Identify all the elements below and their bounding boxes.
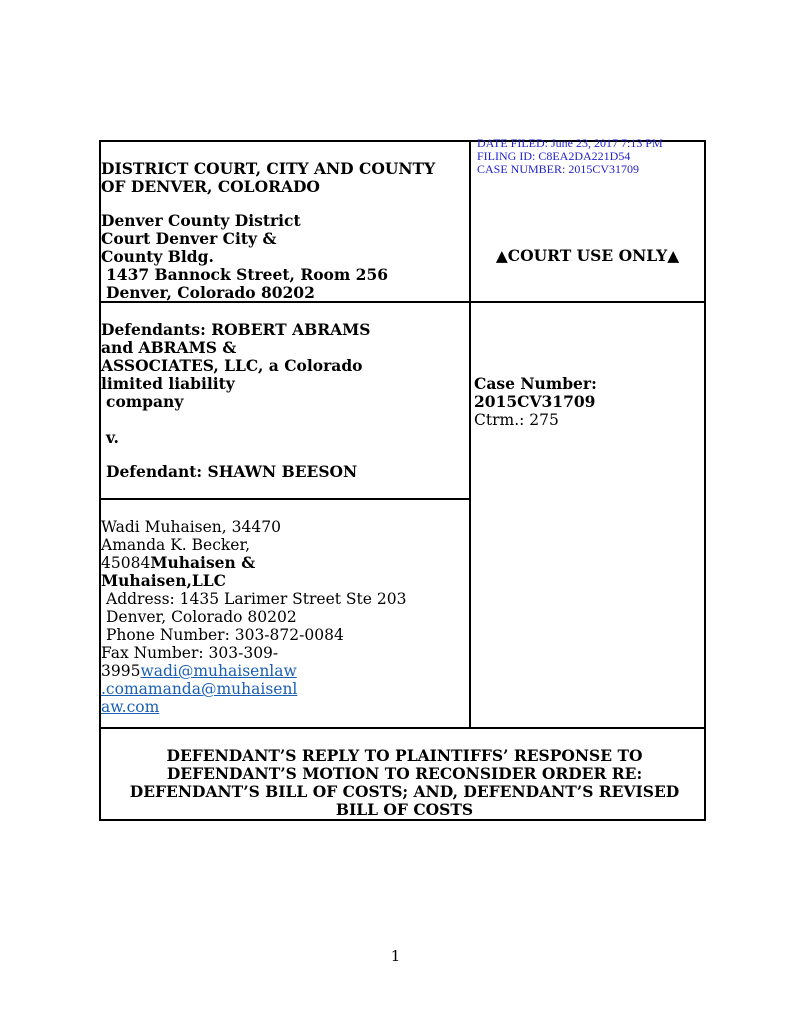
email-link-part2[interactable]: .comamanda@muhaisenl xyxy=(101,680,298,698)
plaintiffs-line4: limited liability xyxy=(101,374,235,393)
row-divider-3 xyxy=(101,727,704,729)
fax-email-line xyxy=(101,662,461,680)
plaintiffs-line2: and ABRAMS & xyxy=(101,338,237,357)
row-divider-2 xyxy=(101,498,469,500)
firm-name-part1: Muhaisen & xyxy=(150,553,256,572)
attorney-fax: Fax Number: 303-309- xyxy=(101,644,279,662)
case-number-label: Case Number: xyxy=(474,374,597,393)
title-line4: BILL OF COSTS xyxy=(335,800,474,819)
court-bldg-line1: Denver County District xyxy=(101,211,301,230)
date-filed: DATE FILED: June 23, 2017 7:13 PM xyxy=(477,136,663,150)
page-number: 1 xyxy=(390,947,401,965)
defendant-line: Defendant: SHAWN BEESON xyxy=(106,462,358,481)
attorney-line3 xyxy=(101,554,461,572)
title-line3: DEFENDANT’S BILL OF COSTS; AND, DEFENDANT’S REVISED xyxy=(129,782,680,801)
court-address-line1: 1437 Bannock Street, Room 256 xyxy=(106,265,389,284)
plaintiffs-line5: company xyxy=(106,392,184,411)
stamp-case-number: CASE NUMBER: 2015CV31709 xyxy=(477,162,640,176)
court-address-line2: Denver, Colorado 80202 xyxy=(106,283,315,302)
plaintiffs-line1: Defendants: ROBERT ABRAMS xyxy=(101,320,371,339)
attorney-phone: Phone Number: 303-872-0084 xyxy=(106,626,344,644)
title-line2: DEFENDANT’S MOTION TO RECONSIDER ORDER RE: xyxy=(166,764,643,783)
caption-table xyxy=(99,136,706,821)
document-title xyxy=(121,747,688,819)
filing-stamp xyxy=(477,137,663,176)
title-line1: DEFENDANT’S REPLY TO PLAINTIFFS’ RESPONSE TO xyxy=(166,746,643,765)
court-bldg-line2: Court Denver City & xyxy=(101,229,277,248)
attorney-city: Denver, Colorado 80202 xyxy=(106,608,297,626)
bar-number: 45084 xyxy=(101,554,151,572)
filing-id: FILING ID: C8EA2DA221D54 xyxy=(477,149,631,163)
parties-block xyxy=(101,321,461,481)
versus: v. xyxy=(106,428,119,447)
courtroom: Ctrm.: 275 xyxy=(474,411,559,429)
attorney-line2: Amanda K. Becker, xyxy=(101,536,251,554)
attorney-address: Address: 1435 Larimer Street Ste 203 xyxy=(106,590,407,608)
email-link-part1[interactable]: wadi@muhaisenlaw xyxy=(140,662,297,680)
firm-name-part2: Muhaisen,LLC xyxy=(101,571,227,590)
fax-suffix: 3995 xyxy=(101,662,141,680)
court-use-only: ▲COURT USE ONLY▲ xyxy=(495,246,680,265)
court-name-line1: DISTRICT COURT, CITY AND COUNTY xyxy=(101,159,436,178)
column-divider xyxy=(469,142,471,729)
plaintiffs-line3: ASSOCIATES, LLC, a Colorado xyxy=(101,356,363,375)
court-block xyxy=(101,160,461,302)
case-number-value: 2015CV31709 xyxy=(474,392,596,411)
attorney-line1: Wadi Muhaisen, 34470 xyxy=(101,518,281,536)
attorney-block xyxy=(101,518,461,716)
email-link-part3[interactable]: aw.com xyxy=(101,698,160,716)
court-bldg-line3: County Bldg. xyxy=(101,247,214,266)
court-name-line2: OF DENVER, COLORADO xyxy=(101,177,320,196)
case-number-block xyxy=(474,375,702,429)
